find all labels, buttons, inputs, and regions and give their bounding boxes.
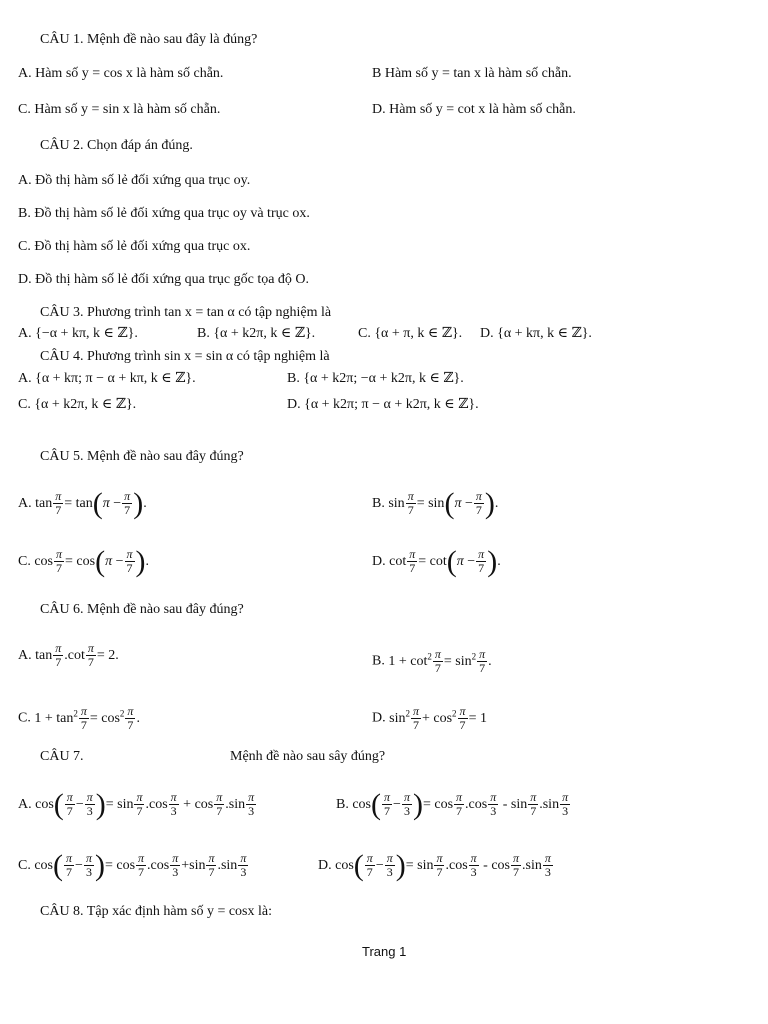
option-letter: C. <box>18 554 31 569</box>
question-3-option-a[interactable]: A. {−α + kπ, k ∈ ℤ}. <box>18 326 138 341</box>
question-2-option-a[interactable]: A. Đồ thị hàm số lẻ đối xứng qua trục oy. <box>18 173 251 188</box>
question-1-option-a[interactable]: A. Hàm số y = cos x là hàm số chẵn. <box>18 66 224 81</box>
math-expression: sin $\frac{\pi}{7}$ = sin(π − $\frac{\pi}{7}$ ). <box>388 486 499 520</box>
math-expression: cos( $\frac{\pi}{7}$ − $\frac{\pi}{3}$ )= sin $\frac{\pi}{7}$ .cos $\frac{\pi}{3}$ - cos $\frac{\pi}{7}$ .sin $\frac{\pi}{3}$ <box>335 848 551 882</box>
option-letter: D. <box>372 554 386 569</box>
math-expression: $1 + \cot^2$ $\frac{\pi}{7}$ = $\sin^2$ $\frac{\pi}{7}$ . <box>388 646 492 675</box>
question-3-option-c[interactable]: C. {α + π, k ∈ ℤ}. <box>358 326 463 341</box>
question-7-option-b[interactable] <box>336 785 571 825</box>
question-2-option-c[interactable]: C. Đồ thị hàm số lẻ đối xứng qua trục ox. <box>18 239 251 254</box>
question-8-stem: CÂU 8. Tập xác định hàm số y = cosx là: <box>40 904 272 919</box>
question-7-stem: Mệnh đề nào sau sây đúng? <box>230 749 386 764</box>
question-7-number: CÂU 7. <box>40 749 84 764</box>
question-1-option-c[interactable]: C. Hàm số y = sin x là hàm số chẵn. <box>18 102 221 117</box>
question-4-option-a[interactable]: A. {α + kπ; π − α + kπ, k ∈ ℤ}. <box>18 371 196 386</box>
option-letter: C. <box>18 710 31 726</box>
math-expression: $1 + \tan^2$ $\frac{\pi}{7}$ = $\cos^2$ $\frac{\pi}{7}$ . <box>34 703 140 732</box>
math-expression: $\sin^2$ $\frac{\pi}{7}$ + $\cos^2$ $\frac{\pi}{7}$ = 1 <box>389 703 487 732</box>
question-6-option-c[interactable] <box>18 695 140 737</box>
question-4-stem: CÂU 4. Phương trình sin x = sin α có tập nghiệm là <box>40 349 330 364</box>
question-3-option-d[interactable]: D. {α + kπ, k ∈ ℤ}. <box>480 326 592 341</box>
page-number: Trang 1 <box>362 944 407 959</box>
question-4-option-b[interactable]: B. {α + k2π; −α + k2π, k ∈ ℤ}. <box>287 371 464 386</box>
option-letter: D. <box>318 858 332 873</box>
question-5-option-b[interactable] <box>372 486 498 522</box>
question-3-option-b[interactable]: B. {α + k2π, k ∈ ℤ}. <box>197 326 316 341</box>
option-letter: A. <box>18 797 32 812</box>
question-6-option-a[interactable] <box>18 638 119 674</box>
option-letter: A. <box>18 648 32 663</box>
option-letter: B. <box>372 496 385 511</box>
math-expression: cos( $\frac{\pi}{7}$ − $\frac{\pi}{3}$ )= cos $\frac{\pi}{7}$ .cos $\frac{\pi}{3}$ +sin $\frac{\pi}{7}$ .sin $\frac{\pi}{3}$ <box>34 848 247 882</box>
question-7-option-c[interactable] <box>18 846 249 886</box>
question-5-option-a[interactable] <box>18 486 147 522</box>
option-letter: B. <box>336 797 349 812</box>
question-2-option-b[interactable]: B. Đồ thị hàm số lẻ đối xứng qua trục oy và trục ox. <box>18 206 310 221</box>
math-expression: tan $\frac{\pi}{7}$ .cot $\frac{\pi}{7}$ = 2. <box>35 641 119 670</box>
option-letter: A. <box>18 496 32 511</box>
math-expression: cot $\frac{\pi}{7}$ = cot(π − $\frac{\pi}{7}$ ). <box>389 544 501 578</box>
question-4-option-d[interactable]: D. {α + k2π; π − α + k2π, k ∈ ℤ}. <box>287 397 479 412</box>
question-6-option-b[interactable] <box>372 638 492 680</box>
option-letter: B. <box>372 653 385 669</box>
math-expression: cos( $\frac{\pi}{7}$ − $\frac{\pi}{3}$ )= cos $\frac{\pi}{7}$ .cos $\frac{\pi}{3}$ - sin $\frac{\pi}{7}$ .sin $\frac{\pi}{3}$ <box>352 787 569 821</box>
question-1-stem: CÂU 1. Mệnh đề nào sau đây là đúng? <box>40 32 258 47</box>
question-6-stem: CÂU 6. Mệnh đề nào sau đây đúng? <box>40 602 244 617</box>
question-5-option-c[interactable] <box>18 544 149 580</box>
option-letter: C. <box>18 858 31 873</box>
question-1-option-b[interactable]: B Hàm số y = tan x là hàm số chẵn. <box>372 66 572 81</box>
math-expression: cos $\frac{\pi}{7}$ = cos(π − $\frac{\pi}{7}$ ). <box>34 544 150 578</box>
math-expression: cos( $\frac{\pi}{7}$ − $\frac{\pi}{3}$ )= sin $\frac{\pi}{7}$ .cos $\frac{\pi}{3}$ + cos $\frac{\pi}{7}$ .sin $\frac{\pi}{3}$ <box>35 787 255 821</box>
question-5-option-d[interactable] <box>372 544 501 580</box>
question-3-stem: CÂU 3. Phương trình tan x = tan α có tập nghiệm là <box>40 305 332 320</box>
question-6-option-d[interactable] <box>372 695 487 737</box>
question-7-option-d[interactable] <box>318 846 554 886</box>
math-expression: tan $\frac{\pi}{7}$ = tan(π − $\frac{\pi}{7}$ ). <box>35 486 147 520</box>
question-7-option-a[interactable] <box>18 785 257 825</box>
question-2-option-d[interactable]: D. Đồ thị hàm số lẻ đối xứng qua trục gốc tọa độ O. <box>18 272 310 287</box>
question-2-stem: CÂU 2. Chọn đáp án đúng. <box>40 138 193 153</box>
question-1-option-d[interactable]: D. Hàm số y = cot x là hàm số chẵn. <box>372 102 576 117</box>
question-5-stem: CÂU 5. Mệnh đề nào sau đây đúng? <box>40 449 244 464</box>
question-4-option-c[interactable]: C. {α + k2π, k ∈ ℤ}. <box>18 397 137 412</box>
option-letter: D. <box>372 710 386 726</box>
